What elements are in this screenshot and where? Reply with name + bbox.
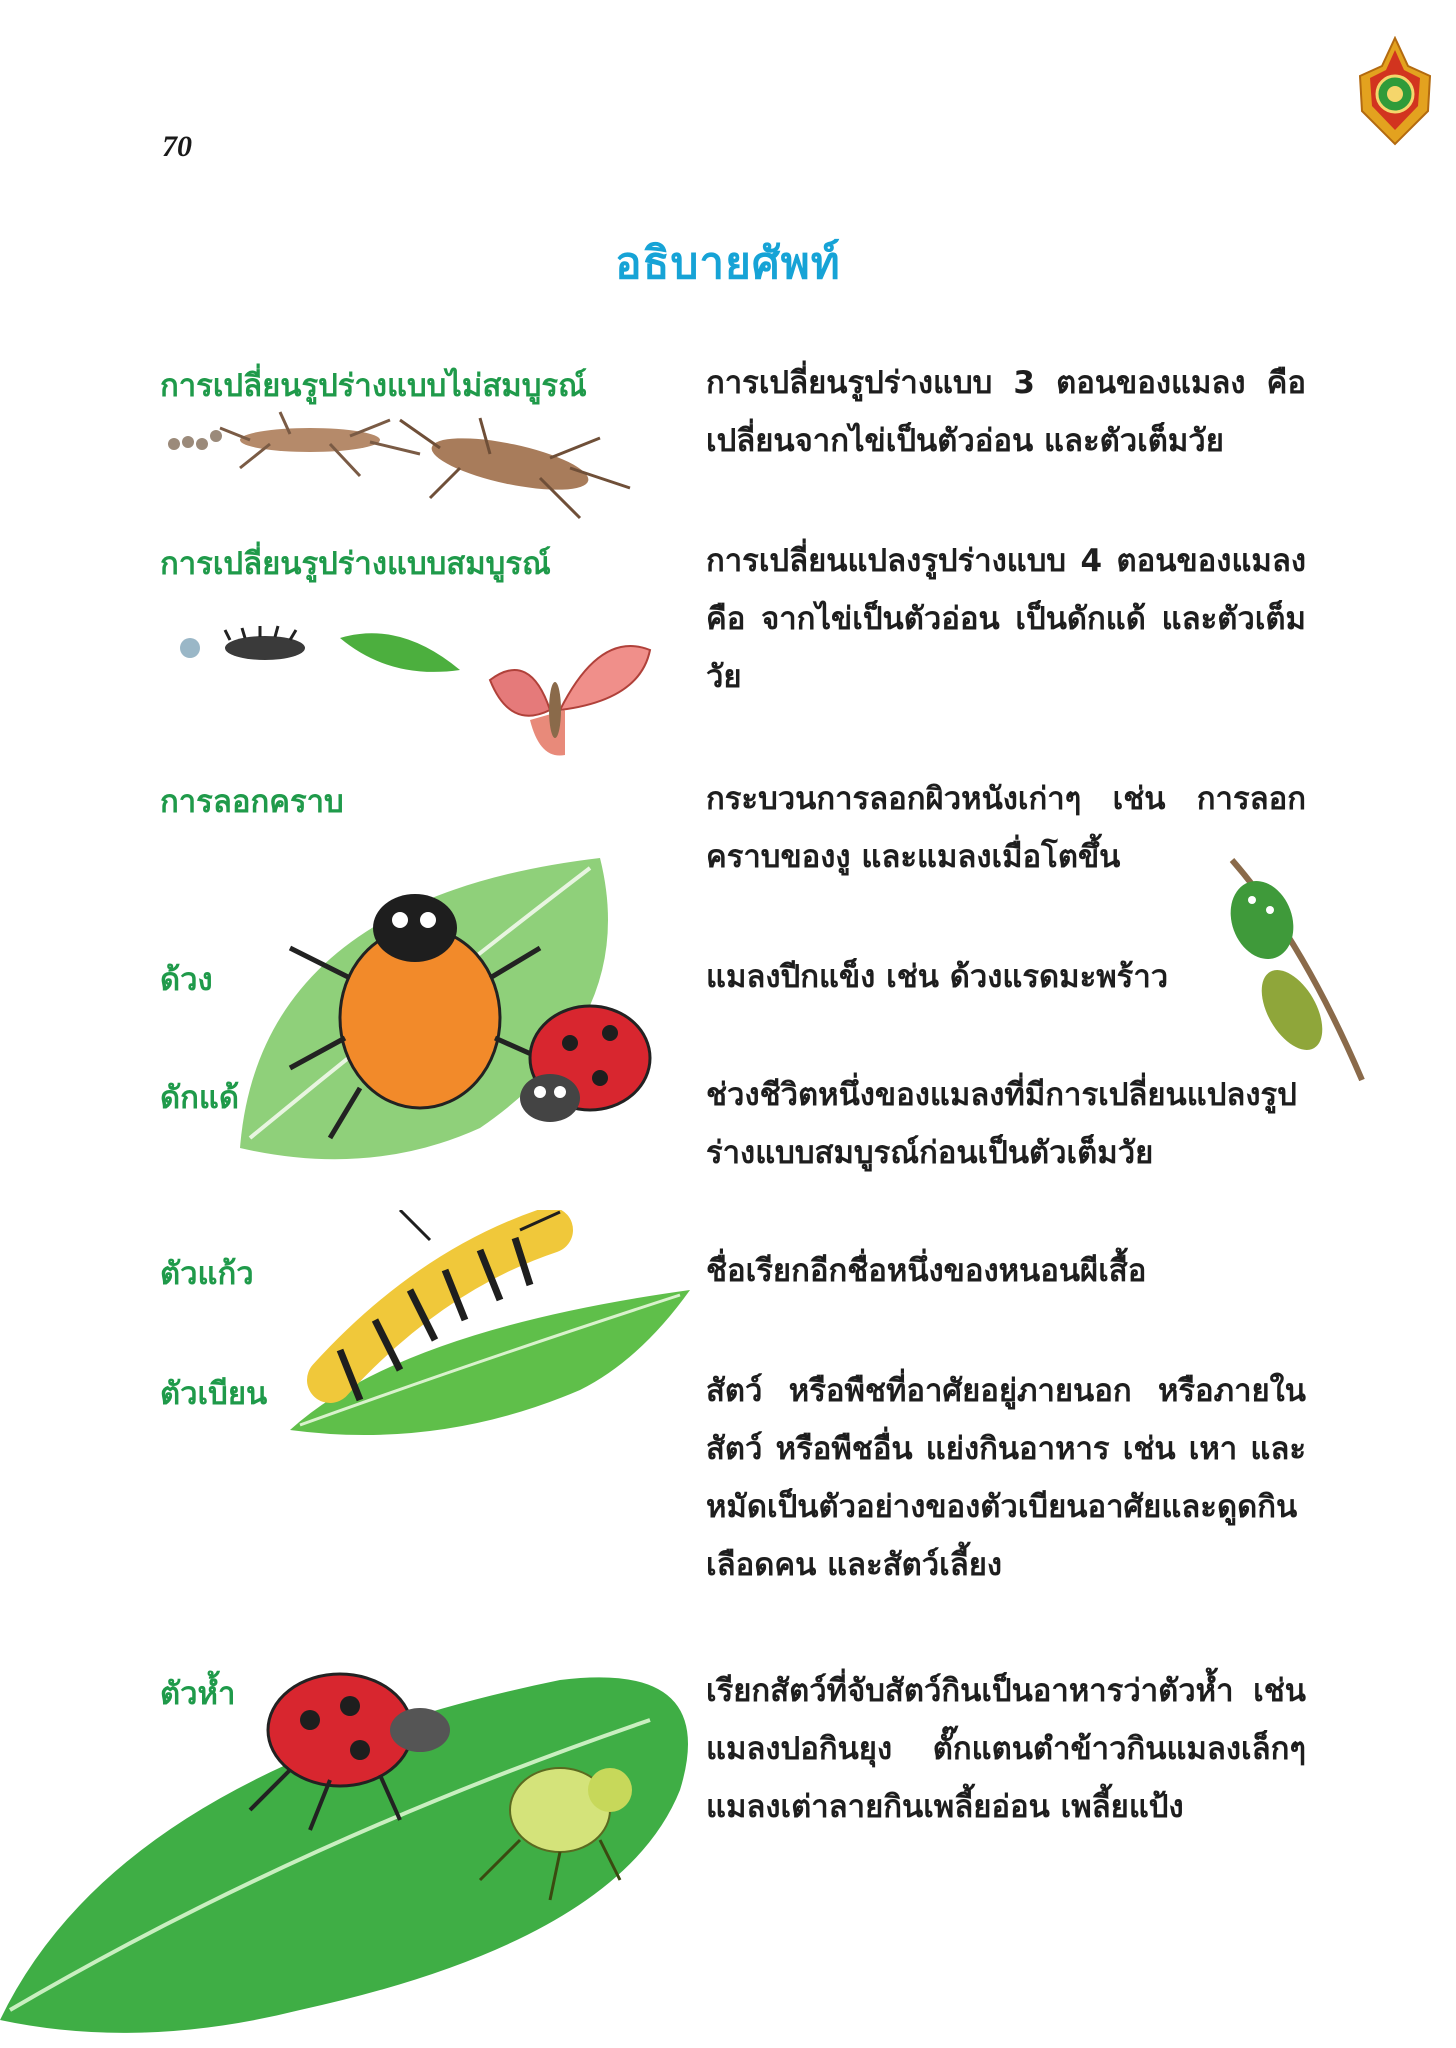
definition-complete-metamorphosis: การเปลี่ยนแปลงรูปร่างแบบ 4 ตอนของแมลง คือ จากไข่เป็นตัวอ่อน เป็นดักแด้ และตัวเต็มวัย: [706, 543, 1306, 695]
definition-pupa: ช่วงชีวิตหนึ่งของแมลงที่มีการเปลี่ยนแปลงรูปร่างแบบสมบูรณ์ก่อนเป็นตัวเต็มวัย: [706, 1077, 1297, 1171]
term-caterpillar: ตัวแก้ว: [160, 1256, 254, 1292]
definition-parasite: สัตว์ หรือพืชที่อาศัยอยู่ภายนอก หรือภายในสัตว์ หรือพืชอื่น แย่งกินอาหาร เช่น เหา และหมัดเป็นตัวอย่างของตัวเบียนอาศัยและดูดกินเลือดคน และสัตว์เลี้ยง: [706, 1373, 1306, 1583]
grasshopper-life-cycle-illustration: [160, 398, 660, 528]
page-title: อธิบายศัพท์: [615, 238, 841, 289]
term-pupa: ดักแด้: [160, 1080, 240, 1116]
term-incomplete-metamorphosis: การเปลี่ยนรูปร่างแบบไม่สมบูรณ์: [160, 368, 587, 404]
definition-predator: เรียกสัตว์ที่จับสัตว์กินเป็นอาหารว่าตัวห้ำ เช่น แมลงปอกินยุง ตั๊กแตนตำข้าวกินแมลงเล็กๆ แมลงเต่าลายกินเพลี้ยอ่อน เพลี้ยแป้ง: [706, 1673, 1306, 1825]
term-predator: ตัวห้ำ: [160, 1676, 236, 1712]
term-beetle: ด้วง: [160, 962, 213, 998]
definition-molting: กระบวนการลอกผิวหนังเก่าๆ เช่น การลอกคราบของงู และแมลงเมื่อโตขึ้น: [706, 781, 1306, 875]
term-parasite: ตัวเบียน: [160, 1376, 268, 1412]
butterfly-life-cycle-illustration: [170, 610, 670, 770]
ladybug-and-aphid-on-leaf-illustration: [0, 1640, 720, 2040]
definition-caterpillar: ชื่อเรียกอีกชื่อหนึ่งของหนอนผีเสื้อ: [706, 1253, 1147, 1289]
page-number: 70: [162, 130, 192, 163]
definition-incomplete-metamorphosis: การเปลี่ยนรูปร่างแบบ 3 ตอนของแมลง คือ เปลี่ยนจากไข่เป็นตัวอ่อน และตัวเต็มวัย: [706, 365, 1306, 459]
term-complete-metamorphosis: การเปลี่ยนรูปร่างแบบสมบูรณ์: [160, 546, 551, 582]
term-molting: การลอกคราบ: [160, 784, 344, 820]
ministry-emblem-icon: [1350, 36, 1440, 146]
definition-beetle: แมลงปีกแข็ง เช่น ด้วงแรดมะพร้าว: [706, 959, 1169, 995]
beetle-and-ladybug-on-leaf-illustration: [220, 838, 700, 1178]
caterpillar-on-leaf-illustration: [280, 1210, 700, 1450]
